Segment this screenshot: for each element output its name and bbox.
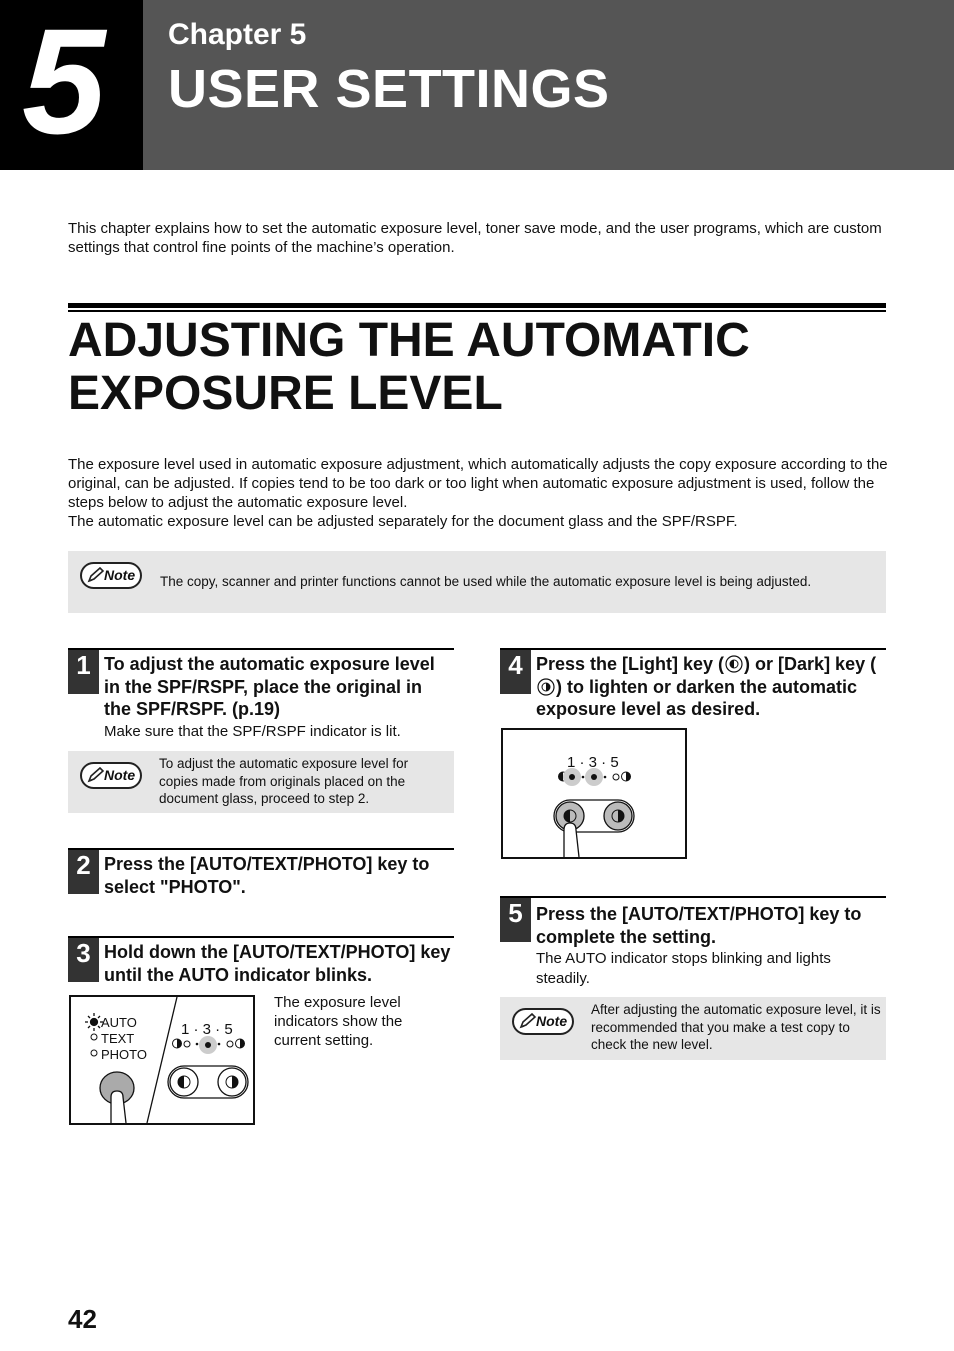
section-rule-thick (68, 303, 886, 308)
step-rule (500, 648, 886, 650)
section-paragraph: The automatic exposure level can be adjusted separately for the document glass and the SPF/RSPF. (68, 513, 738, 530)
note-text: The copy, scanner and printer functions cannot be used while the automatic exposure level is being adjusted. (160, 574, 812, 589)
mode-label-photo: PHOTO (101, 1047, 147, 1062)
step-number: 3 (68, 938, 99, 982)
note-box (68, 551, 886, 613)
step-title-part: Press the [Light] key ( (536, 654, 725, 674)
light-key-icon (724, 655, 744, 673)
dark-key-icon (536, 678, 556, 696)
note-box (500, 997, 886, 1060)
step-number: 5 (500, 898, 531, 942)
step-title-part: ) or [Dark] key ( (744, 654, 877, 674)
note-box (68, 751, 454, 813)
panel-drawing (71, 997, 253, 1123)
step-title: To adjust the automatic exposure level in the SPF/RSPF, place the original in the SPF/RSPF. (p.19) (104, 654, 435, 719)
panel-drawing (503, 730, 685, 857)
step-rule (68, 648, 454, 650)
note-text: After adjusting the automatic exposure level, it is recommended that you make a test copy to check the new level. (591, 1002, 881, 1052)
step-title: Press the [AUTO/TEXT/PHOTO] key to complete the setting. (536, 904, 862, 947)
exposure-scale-label: 1 · 3 · 5 (567, 754, 619, 771)
note-badge (512, 1008, 574, 1035)
page-number: 42 (68, 1304, 97, 1334)
step-description: The AUTO indicator stops blinking and lights steadily. (536, 950, 831, 987)
section-body (68, 455, 888, 531)
mode-label-text: TEXT (101, 1031, 135, 1046)
step-description: The exposure level indicators show the current setting. (274, 994, 403, 1049)
section-title-line2: EXPOSURE LEVEL (68, 367, 503, 420)
step-description: Make sure that the SPF/RSPF indicator is lit. (104, 723, 401, 740)
section-title (68, 314, 888, 420)
step-number: 1 (68, 650, 99, 694)
note-badge (80, 562, 142, 589)
step-number: 4 (500, 650, 531, 694)
section-rule-thin (68, 310, 886, 312)
chapter-label: Chapter 5 (168, 18, 307, 51)
note-label: Note (104, 567, 136, 583)
section-title-line1: ADJUSTING THE AUTOMATIC (68, 314, 750, 367)
light-dark-keys-illustration (501, 728, 687, 859)
pencil-icon (87, 567, 105, 583)
exposure-scale-label: 1 · 3 · 5 (181, 1021, 233, 1038)
step-title: Press the [AUTO/TEXT/PHOTO] key to select "PHOTO". (104, 854, 430, 897)
section-paragraph: The exposure level used in automatic exposure adjustment, which automatically adjusts the copy exposure according to the original, can be adjusted. If copies tend to be too dark or too light when automatic exposure adjustment is used, follow the steps below to adjust the automatic exposure level. (68, 456, 888, 511)
note-label: Note (104, 767, 136, 783)
chapter-number-block (0, 0, 143, 170)
chapter-intro: This chapter explains how to set the automatic exposure level, toner save mode, and the user programs, which are custom settings that control fine points of the machine’s operation. (68, 220, 882, 256)
pencil-icon (519, 1013, 537, 1029)
mode-labels (101, 1015, 147, 1063)
pencil-icon (87, 767, 105, 783)
note-label: Note (536, 1013, 568, 1029)
step-rule (68, 848, 454, 850)
note-text: To adjust the automatic exposure level for copies made from originals placed on the document glass, proceed to step 2. (159, 756, 409, 806)
step-title: Hold down the [AUTO/TEXT/PHOTO] key until the AUTO indicator blinks. (104, 942, 451, 985)
control-panel-illustration (69, 995, 255, 1125)
mode-label-auto: AUTO (101, 1015, 137, 1030)
chapter-number: 5 (22, 0, 106, 165)
note-badge (80, 762, 142, 789)
step-title-part: ) to lighten or darken the automatic exposure level as desired. (536, 676, 858, 719)
step-title (536, 653, 886, 721)
step-number: 2 (68, 850, 99, 894)
chapter-title: USER SETTINGS (168, 59, 610, 119)
step-rule (500, 896, 886, 898)
step-rule (68, 936, 454, 938)
